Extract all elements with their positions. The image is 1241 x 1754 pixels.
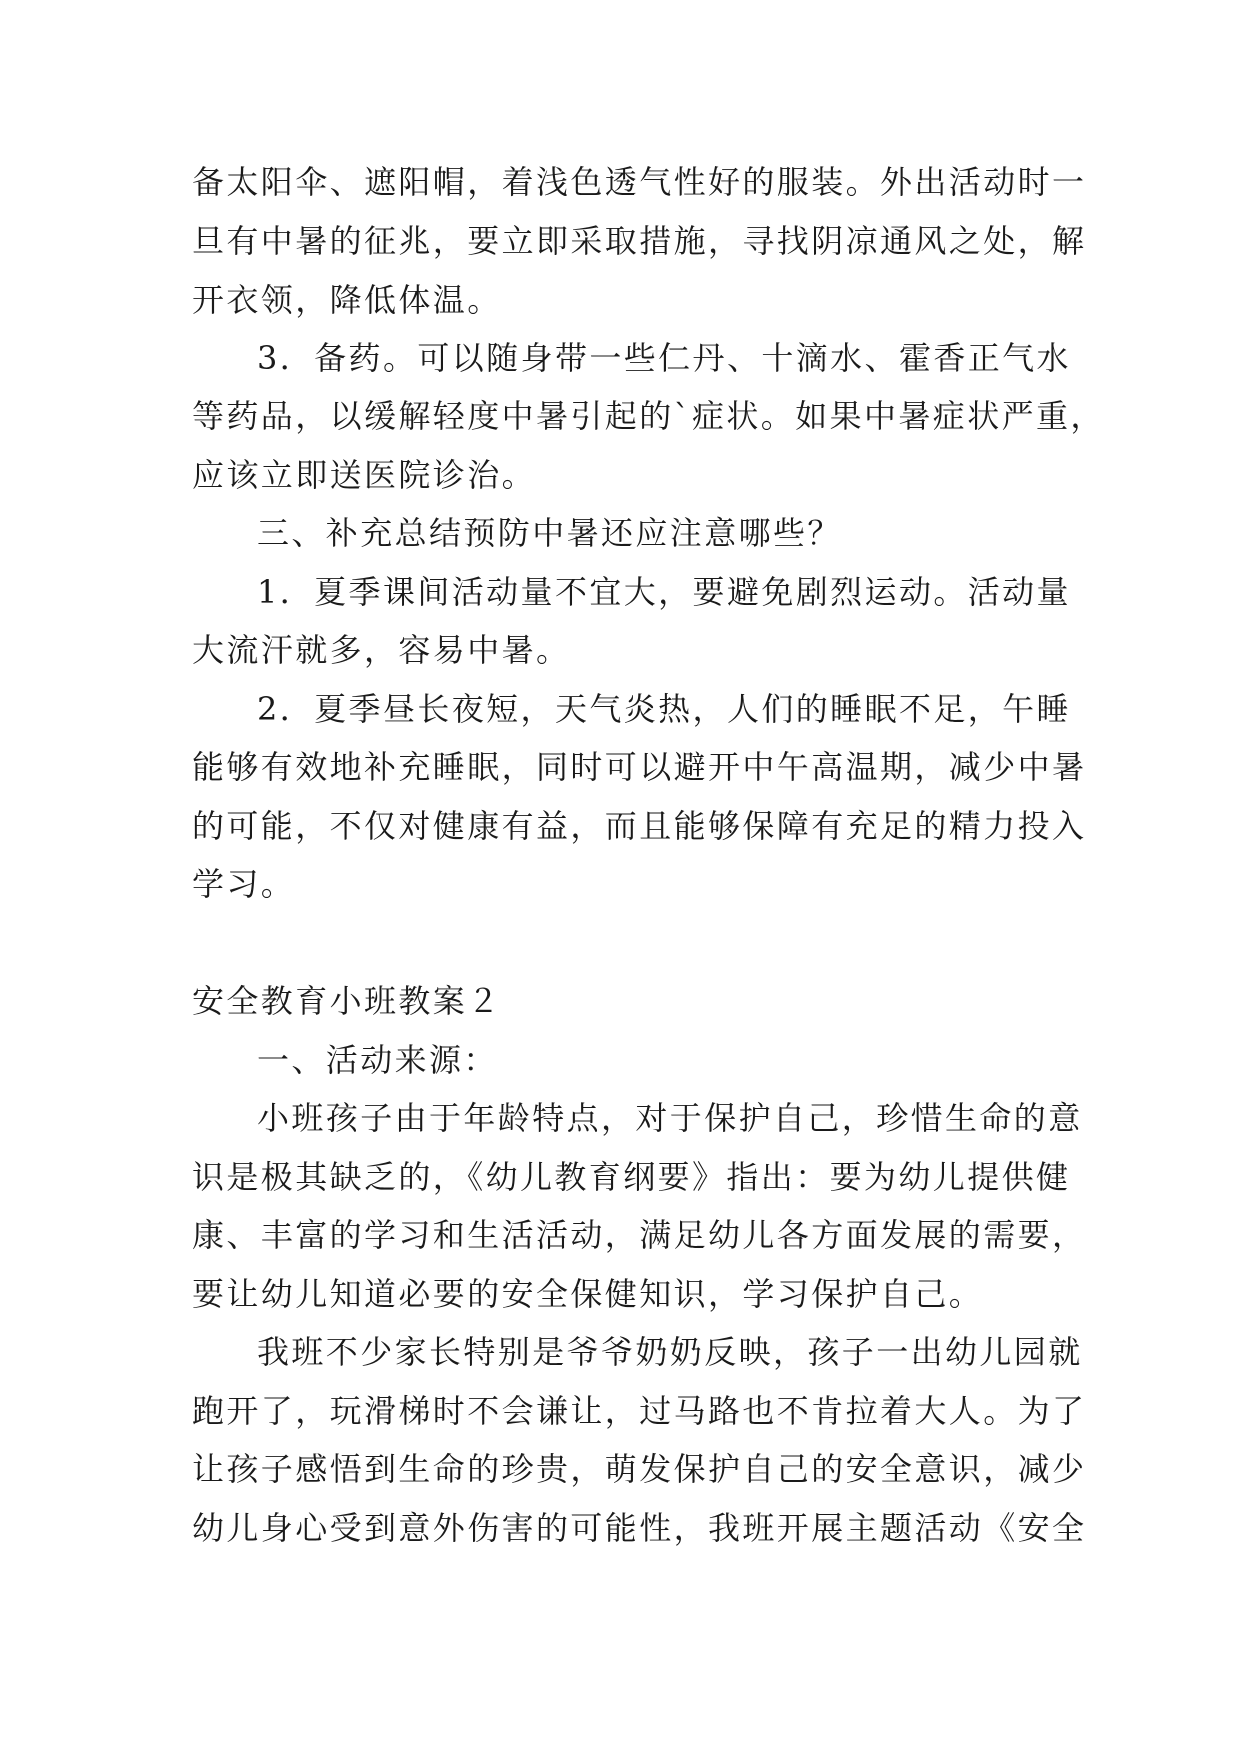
- text-line: 能够有效地补充睡眠，同时可以避开中午高温期，减少中暑: [192, 748, 1087, 786]
- text-line: 康、丰富的学习和生活活动，满足幼儿各方面发展的需要，: [192, 1216, 1087, 1254]
- document-title: 安全教育小班教案２: [192, 982, 502, 1020]
- text-line: 3．备药。可以随身带一些仁丹、十滴水、霍香正气水: [257, 339, 1071, 377]
- text-line: 应该立即送医院诊治。: [192, 456, 537, 494]
- text-line: 小班孩子由于年龄特点，对于保护自己，珍惜生命的意: [257, 1099, 1083, 1137]
- text-line: 开衣领，降低体温。: [192, 281, 502, 319]
- section-heading: 三、补充总结预防中暑还应注意哪些？: [257, 514, 842, 552]
- text-line: 2．夏季昼长夜短，天气炎热，人们的睡眠不足，午睡: [257, 690, 1071, 728]
- text-line: 等药品，以缓解轻度中暑引起的`症状。如果中暑症状严重，: [192, 397, 1105, 435]
- text-line: 1．夏季课间活动量不宜大，要避免剧烈运动。活动量: [257, 573, 1071, 611]
- text-line: 识是极其缺乏的，《幼儿教育纲要》指出：要为幼儿提供健: [192, 1158, 1071, 1196]
- text-line: 要让幼儿知道必要的安全保健知识，学习保护自己。: [192, 1275, 984, 1313]
- text-line: 学习。: [192, 865, 296, 903]
- text-line: 幼儿身心受到意外伤害的可能性，我班开展主题活动《安全: [192, 1509, 1087, 1547]
- text-line: 让孩子感悟到生命的珍贵，萌发保护自己的安全意识，减少: [192, 1450, 1087, 1488]
- text-line: 的可能，不仅对健康有益，而且能够保障有充足的精力投入: [192, 807, 1087, 845]
- text-line: 备太阳伞、遮阳帽，着浅色透气性好的服装。外出活动时一: [192, 163, 1087, 201]
- text-line: 旦有中暑的征兆，要立即采取措施，寻找阴凉通风之处，解: [192, 222, 1087, 260]
- text-line: 大流汗就多，容易中暑。: [192, 631, 571, 669]
- text-line: 我班不少家长特别是爷爷奶奶反映，孩子一出幼儿园就: [257, 1333, 1083, 1371]
- section-heading: 一、活动来源：: [257, 1041, 498, 1079]
- text-line: 跑开了，玩滑梯时不会谦让，过马路也不肯拉着大人。为了: [192, 1392, 1087, 1430]
